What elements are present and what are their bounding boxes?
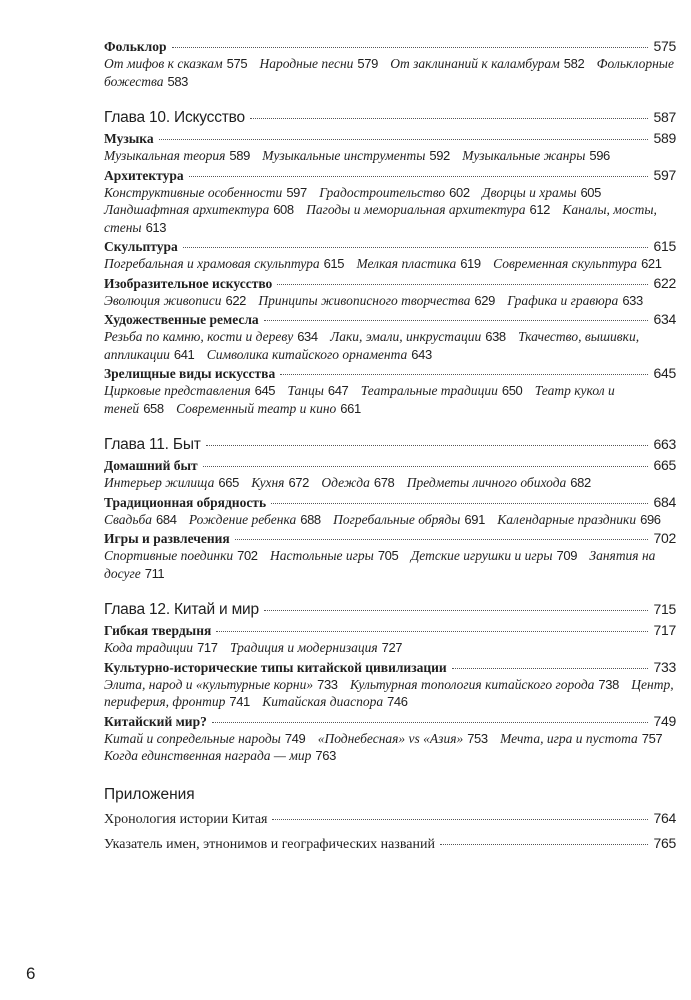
subsection-title: Театральные традиции	[360, 383, 498, 398]
subsection-title: Погребальные обряды	[333, 511, 461, 527]
subsection-title: Принципы живописного творчества	[258, 292, 471, 308]
subsection-title: Мелкая пластика	[356, 256, 457, 271]
subsection-entry	[104, 329, 327, 344]
subsection-entry	[350, 677, 628, 692]
subsection-page: 615	[323, 256, 345, 271]
subsection-title: Календарные праздники	[497, 511, 637, 527]
subsection-list	[104, 547, 676, 582]
subsection-page: 705	[377, 548, 399, 563]
subsection-entry	[104, 475, 248, 490]
section-heading-title: Традиционная обрядность	[104, 494, 267, 510]
chapter-heading	[104, 435, 676, 454]
section-heading-page: 597	[653, 166, 676, 183]
subsection-entry	[321, 475, 403, 490]
subsection-entry	[493, 256, 670, 271]
section-heading	[104, 130, 676, 147]
section-heading-title: Архитектура	[104, 167, 184, 183]
subsection-page: 665	[218, 475, 239, 490]
subsection-title: Предметы личного обихода	[406, 475, 567, 490]
subsection-page: 682	[570, 475, 591, 490]
subsection-page: 757	[641, 730, 663, 746]
subsection-entry	[104, 512, 186, 527]
subsection-entry	[104, 202, 303, 217]
dot-leader	[250, 118, 648, 119]
subsection-title: Настольные игры	[270, 548, 374, 563]
subsection-title: Танцы	[287, 383, 324, 398]
section-heading	[104, 457, 676, 474]
subsection-page: 717	[197, 640, 218, 655]
subsection-entry	[262, 694, 416, 709]
subsection-entry	[407, 475, 600, 490]
subsection-entry	[189, 512, 330, 527]
section-heading-title: Скульптура	[104, 239, 178, 254]
appendix-item-page: 764	[653, 809, 676, 826]
subsection-entry	[262, 148, 459, 163]
subsection-title: Ландшафтная архитектура	[104, 202, 270, 217]
subsection-page: 633	[622, 292, 643, 308]
subsection-title: Музыкальные жанры	[462, 148, 586, 163]
subsection-title: Китай и сопредельные народы	[104, 730, 281, 746]
section-heading-page: 733	[653, 658, 676, 675]
subsection-entry	[462, 148, 619, 163]
chapter-heading-page: 715	[653, 601, 676, 617]
subsection-entry	[390, 56, 593, 71]
chapter-heading-page: 663	[653, 436, 676, 452]
section-heading-title: Домашний быт	[104, 458, 198, 473]
subsection-title: Лаки, эмали, инкрустации	[330, 329, 482, 344]
subsection-title: Каналы, мосты, стены	[104, 202, 657, 235]
table-of-contents	[104, 38, 676, 855]
subsection-list	[104, 328, 676, 363]
appendix-item-title: Хронология истории Китая	[104, 811, 268, 827]
subsection-title: Спортивные поединки	[104, 548, 234, 563]
subsection-entry	[330, 329, 515, 344]
section-heading-page: 702	[653, 530, 676, 546]
subsection-page: 596	[589, 148, 610, 163]
subsection-page: 709	[556, 548, 578, 563]
section-heading	[104, 38, 676, 55]
subsection-title: Погребальная и храмовая скульптура	[104, 256, 320, 271]
dot-leader	[277, 284, 647, 285]
chapter-heading-title: Глава 11. Быт	[104, 436, 201, 453]
section-heading	[104, 365, 676, 382]
subsection-entry	[319, 185, 478, 200]
subsection-page: 613	[145, 219, 167, 235]
dot-leader	[264, 320, 648, 321]
section-heading-title: Зрелищные виды искусства	[104, 366, 276, 381]
subsection-entry	[270, 548, 407, 563]
section-heading-title: Культурно-исторические типы китайской цивилизации	[104, 659, 447, 675]
dot-leader	[235, 539, 648, 540]
section-heading	[104, 275, 676, 292]
appendix-item-title: Указатель имен, этнонимов и географических названий	[104, 836, 435, 852]
subsection-page: 749	[284, 730, 306, 746]
subsection-page: 643	[411, 346, 432, 362]
subsection-title: Графика и гравюра	[507, 292, 619, 308]
subsection-page: 763	[315, 748, 336, 763]
subsection-list	[104, 639, 676, 657]
section-heading	[104, 659, 676, 676]
subsection-page: 583	[167, 73, 188, 89]
section-heading	[104, 238, 676, 255]
section-heading-page: 615	[653, 238, 676, 254]
subsection-entry	[207, 347, 441, 362]
appendix-heading-title: Приложения	[104, 785, 195, 803]
subsection-page: 696	[640, 511, 661, 527]
chapter-heading	[104, 108, 676, 127]
subsection-page: 612	[529, 202, 550, 217]
subsection-title: Традиция и модернизация	[229, 640, 378, 655]
dot-leader	[206, 445, 648, 446]
subsection-entry	[356, 256, 489, 271]
subsection-page: 672	[288, 475, 309, 490]
dot-leader	[452, 668, 648, 669]
subsection-title: Центр, периферия, фронтир	[104, 676, 674, 709]
dot-leader	[159, 139, 648, 140]
subsection-page: 619	[460, 256, 481, 271]
dot-leader	[272, 819, 647, 820]
subsection-list	[104, 292, 676, 310]
section-heading-title: Фольклор	[104, 39, 167, 54]
subsection-page: 641	[173, 346, 195, 362]
section-heading-title: Изобразительное искусство	[104, 275, 273, 291]
dot-leader	[280, 374, 647, 375]
section-heading-title: Музыка	[104, 131, 154, 146]
subsection-list	[104, 184, 676, 237]
subsection-entry	[104, 748, 345, 763]
subsection-page: 575	[226, 56, 248, 71]
subsection-title: Градостроительство	[319, 184, 446, 200]
chapter-heading-page: 587	[653, 109, 676, 125]
section-heading-title: Игры и развлечения	[104, 531, 230, 546]
subsection-entry	[104, 677, 347, 692]
subsection-page: 691	[464, 511, 485, 527]
subsection-page: 711	[144, 565, 165, 581]
subsection-page: 589	[229, 148, 250, 163]
subsection-page: 605	[580, 184, 601, 200]
section-heading-page: 589	[653, 130, 676, 146]
subsection-entry	[104, 640, 227, 655]
subsection-title: Народные песни	[259, 56, 354, 71]
section-heading	[104, 530, 676, 547]
section-heading	[104, 311, 676, 328]
subsection-page: 645	[254, 383, 276, 398]
dot-leader	[212, 722, 648, 723]
subsection-entry	[411, 548, 586, 563]
subsection-title: Резьба по камню, кости и дереву	[104, 329, 294, 344]
subsection-title: Интерьер жилища	[104, 475, 215, 490]
subsection-page: 658	[143, 400, 164, 416]
subsection-page: 629	[474, 292, 495, 308]
subsection-entry	[482, 185, 610, 200]
subsection-entry	[361, 383, 532, 398]
section-heading	[104, 713, 676, 730]
section-heading-page: 634	[653, 311, 676, 327]
subsection-page: 608	[273, 202, 294, 217]
subsection-title: Современная скульптура	[493, 256, 638, 271]
appendix-item	[104, 808, 676, 830]
page-number: 6	[26, 964, 36, 983]
subsection-list	[104, 730, 676, 765]
dot-leader	[172, 47, 648, 48]
subsection-title: Эволюция живописи	[104, 292, 222, 308]
subsection-title: Музыкальные инструменты	[262, 148, 426, 163]
subsection-page: 647	[327, 383, 349, 398]
dot-leader	[183, 247, 648, 248]
subsection-page: 661	[340, 400, 361, 416]
section-heading-page: 684	[653, 493, 676, 510]
subsection-entry	[497, 512, 669, 527]
subsection-page: 579	[357, 56, 378, 71]
subsection-title: «Поднебесная» vs «Азия»	[317, 730, 464, 746]
subsection-title: Кухня	[251, 475, 285, 490]
section-heading-page: 645	[653, 365, 676, 381]
subsection-title: Цирковые представления	[104, 383, 251, 398]
subsection-page: 638	[485, 329, 506, 344]
subsection-page: 622	[225, 292, 246, 308]
subsection-page: 684	[156, 511, 177, 527]
subsection-entry	[507, 293, 652, 308]
section-heading-title: Художественные ремесла	[104, 312, 259, 327]
subsection-entry	[318, 731, 497, 746]
subsection-list	[104, 255, 676, 273]
subsection-page: 738	[598, 676, 619, 692]
subsection-title: Китайская диаспора	[262, 694, 384, 709]
subsection-title: Музыкальная теория	[104, 148, 226, 163]
subsection-entry	[500, 731, 671, 746]
subsection-title: Современный театр и кино	[176, 400, 337, 416]
subsection-list	[104, 474, 676, 492]
section-heading-page: 622	[653, 274, 676, 291]
dot-leader	[440, 844, 648, 845]
subsection-page: 602	[449, 184, 470, 200]
dot-leader	[189, 176, 648, 177]
subsection-title: Детские игрушки и игры	[410, 548, 553, 563]
subsection-title: Конструктивные особенности	[104, 184, 283, 200]
subsection-entry	[104, 56, 256, 71]
subsection-entry	[104, 148, 259, 163]
subsection-entry	[104, 256, 353, 271]
subsection-page: 621	[641, 256, 662, 271]
subsection-entry	[251, 475, 318, 490]
section-heading-page: 665	[653, 457, 676, 473]
chapter-heading-title: Глава 10. Искусство	[104, 109, 245, 126]
subsection-title: Когда единственная награда — мир	[104, 748, 312, 763]
dot-leader	[216, 631, 647, 632]
appendix-item	[104, 833, 676, 855]
subsection-entry	[306, 202, 559, 217]
section-heading-page: 717	[653, 622, 676, 638]
section-heading	[104, 622, 676, 639]
subsection-title: Рождение ребенка	[188, 511, 297, 527]
subsection-title: Пагоды и мемориальная архитектура	[306, 202, 526, 217]
subsection-page: 592	[429, 148, 450, 163]
section-heading	[104, 167, 676, 184]
subsection-list	[104, 147, 676, 165]
subsection-title: От мифов к сказкам	[104, 56, 223, 71]
dot-leader	[264, 610, 648, 611]
subsection-page: 741	[229, 694, 250, 709]
subsection-title: Культурная топология китайского города	[350, 676, 595, 692]
subsection-page: 650	[501, 383, 523, 398]
subsection-page: 688	[300, 511, 321, 527]
subsection-entry	[258, 293, 504, 308]
subsection-title: Дворцы и храмы	[482, 184, 577, 200]
subsection-title: Фольклорные божества	[104, 56, 674, 89]
section-heading-title: Гибкая твердыня	[104, 623, 212, 638]
appendix-heading	[104, 785, 676, 805]
subsection-entry	[333, 512, 494, 527]
subsection-list	[104, 511, 676, 529]
subsection-page: 634	[297, 329, 318, 344]
subsection-page: 597	[286, 184, 307, 200]
subsection-list	[104, 55, 676, 90]
subsection-title: Кода традиции	[104, 640, 194, 655]
subsection-title: Ткачество, вышивки, аппликации	[104, 329, 640, 362]
subsection-page: 702	[237, 548, 258, 563]
subsection-entry	[260, 56, 387, 71]
subsection-title: Элита, народ и «культурные корни»	[104, 676, 314, 692]
section-heading-title: Китайский мир?	[104, 713, 207, 729]
subsection-title: Символика китайского орнамента	[206, 346, 408, 362]
subsection-title: Занятия на досуге	[104, 548, 656, 581]
subsection-title: Одежда	[321, 475, 370, 490]
subsection-page: 582	[563, 56, 585, 71]
subsection-entry	[230, 640, 411, 655]
subsection-entry	[104, 383, 284, 398]
subsection-title: Мечта, игра и пустота	[500, 730, 638, 746]
subsection-entry	[104, 293, 255, 308]
section-heading	[104, 494, 676, 511]
subsection-page: 746	[387, 694, 408, 709]
subsection-title: Свадьба	[104, 511, 153, 527]
subsection-entry	[104, 548, 267, 563]
subsection-entry	[176, 401, 370, 416]
appendix-item-page: 765	[653, 834, 676, 851]
subsection-title: Театр кукол и теней	[104, 383, 615, 416]
subsection-page: 733	[317, 676, 338, 692]
section-heading-page: 749	[653, 712, 676, 729]
subsection-page: 678	[373, 475, 395, 490]
chapter-heading-title: Глава 12. Китай и мир	[104, 601, 259, 618]
subsection-list	[104, 676, 676, 711]
subsection-title: От заклинаний к каламбурам	[390, 56, 560, 71]
subsection-page: 727	[381, 640, 403, 655]
chapter-heading	[104, 600, 676, 619]
subsection-list	[104, 382, 676, 417]
dot-leader	[203, 466, 648, 467]
dot-leader	[271, 503, 647, 504]
subsection-entry	[104, 185, 316, 200]
subsection-entry	[104, 731, 314, 746]
subsection-entry	[287, 383, 357, 398]
section-heading-page: 575	[653, 38, 676, 54]
subsection-page: 753	[467, 730, 488, 746]
